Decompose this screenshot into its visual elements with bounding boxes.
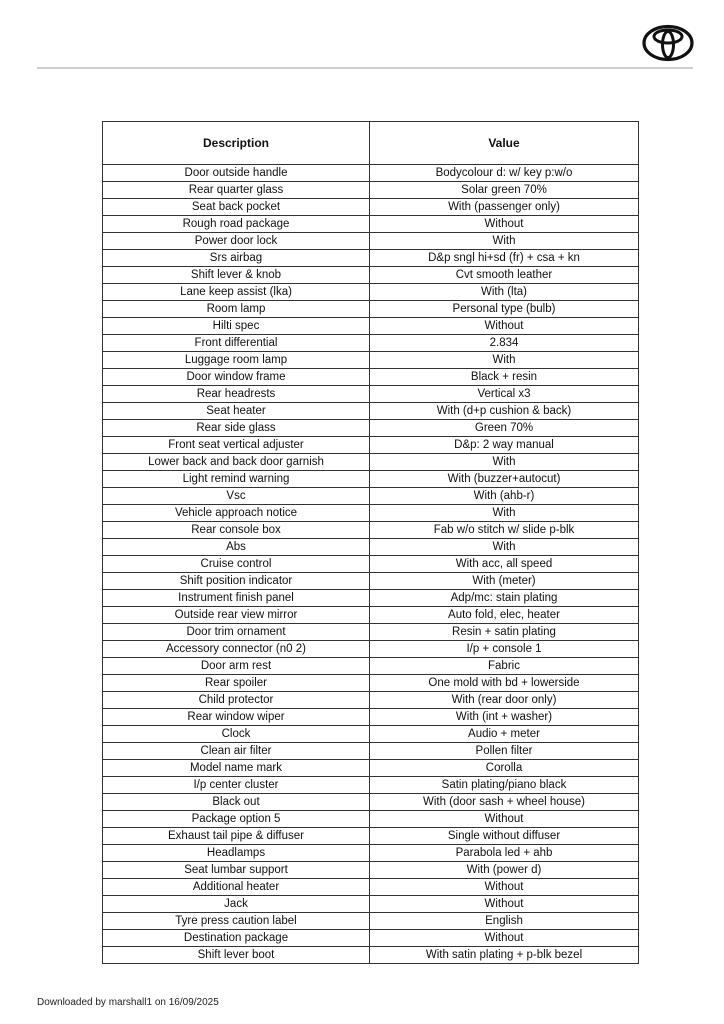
table-row <box>103 675 639 692</box>
table-row <box>103 777 639 794</box>
table-row <box>103 437 639 454</box>
table-row <box>103 607 639 624</box>
table-row <box>103 539 639 556</box>
row-value: D&p sngl hi+sd (fr) + csa + kn <box>370 250 639 267</box>
row-value: Bodycolour d: w/ key p:w/o <box>370 165 639 182</box>
value-column-header: Value <box>370 122 639 165</box>
row-value: With acc, all speed <box>370 556 639 573</box>
row-value: With (meter) <box>370 573 639 590</box>
table-row <box>103 284 639 301</box>
spec-table-body <box>103 165 639 964</box>
row-value: Without <box>370 879 639 896</box>
row-value: With (door sash + wheel house) <box>370 794 639 811</box>
row-value: Pollen filter <box>370 743 639 760</box>
row-description: Package option 5 <box>103 811 370 828</box>
table-row <box>103 930 639 947</box>
row-value: Single without diffuser <box>370 828 639 845</box>
table-row <box>103 199 639 216</box>
table-row <box>103 454 639 471</box>
row-description: Shift position indicator <box>103 573 370 590</box>
row-value: With (d+p cushion & back) <box>370 403 639 420</box>
table-row <box>103 165 639 182</box>
table-row <box>103 386 639 403</box>
row-description: Instrument finish panel <box>103 590 370 607</box>
table-row <box>103 556 639 573</box>
description-column-header: Description <box>103 122 370 165</box>
table-row <box>103 743 639 760</box>
row-description: Shift lever boot <box>103 947 370 964</box>
row-description: Outside rear view mirror <box>103 607 370 624</box>
row-value: With satin plating + p-blk bezel <box>370 947 639 964</box>
table-row <box>103 896 639 913</box>
table-row <box>103 301 639 318</box>
row-description: Seat lumbar support <box>103 862 370 879</box>
row-description: Light remind warning <box>103 471 370 488</box>
row-value: Without <box>370 318 639 335</box>
table-row <box>103 726 639 743</box>
table-row <box>103 573 639 590</box>
row-description: Exhaust tail pipe & diffuser <box>103 828 370 845</box>
row-description: Door trim ornament <box>103 624 370 641</box>
row-description: Front differential <box>103 335 370 352</box>
row-description: I/p center cluster <box>103 777 370 794</box>
table-row <box>103 658 639 675</box>
row-description: Accessory connector (n0 2) <box>103 641 370 658</box>
row-description: Rear spoiler <box>103 675 370 692</box>
row-description: Hilti spec <box>103 318 370 335</box>
table-row <box>103 692 639 709</box>
table-row <box>103 505 639 522</box>
header-divider <box>37 67 693 69</box>
row-value: With <box>370 505 639 522</box>
table-row <box>103 182 639 199</box>
table-row <box>103 947 639 964</box>
row-description: Destination package <box>103 930 370 947</box>
row-value: English <box>370 913 639 930</box>
row-value: Fab w/o stitch w/ slide p-blk <box>370 522 639 539</box>
table-row <box>103 811 639 828</box>
row-description: Power door lock <box>103 233 370 250</box>
row-description: Front seat vertical adjuster <box>103 437 370 454</box>
row-description: Rough road package <box>103 216 370 233</box>
row-description: Rear window wiper <box>103 709 370 726</box>
row-description: Door window frame <box>103 369 370 386</box>
row-description: Abs <box>103 539 370 556</box>
row-description: Clock <box>103 726 370 743</box>
table-row <box>103 845 639 862</box>
row-description: Door outside handle <box>103 165 370 182</box>
row-value: Solar green 70% <box>370 182 639 199</box>
table-row <box>103 420 639 437</box>
row-value: With (int + washer) <box>370 709 639 726</box>
row-value: Vertical x3 <box>370 386 639 403</box>
row-description: Tyre press caution label <box>103 913 370 930</box>
row-value: Satin plating/piano black <box>370 777 639 794</box>
row-value: With (buzzer+autocut) <box>370 471 639 488</box>
table-row <box>103 879 639 896</box>
row-description: Rear side glass <box>103 420 370 437</box>
row-description: Shift lever & knob <box>103 267 370 284</box>
row-description: Lower back and back door garnish <box>103 454 370 471</box>
table-row <box>103 403 639 420</box>
table-header-row <box>103 122 639 165</box>
row-value: With <box>370 539 639 556</box>
table-row <box>103 352 639 369</box>
table-row <box>103 369 639 386</box>
row-value: Audio + meter <box>370 726 639 743</box>
row-description: Lane keep assist (lka) <box>103 284 370 301</box>
row-value: Resin + satin plating <box>370 624 639 641</box>
row-description: Vehicle approach notice <box>103 505 370 522</box>
row-value: Without <box>370 811 639 828</box>
row-value: Fabric <box>370 658 639 675</box>
row-description: Rear console box <box>103 522 370 539</box>
table-row <box>103 267 639 284</box>
row-value: D&p: 2 way manual <box>370 437 639 454</box>
row-description: Rear quarter glass <box>103 182 370 199</box>
row-value: With <box>370 352 639 369</box>
table-row <box>103 233 639 250</box>
row-description: Luggage room lamp <box>103 352 370 369</box>
row-value: I/p + console 1 <box>370 641 639 658</box>
row-value: Personal type (bulb) <box>370 301 639 318</box>
row-description: Srs airbag <box>103 250 370 267</box>
row-value: Without <box>370 216 639 233</box>
row-description: Child protector <box>103 692 370 709</box>
row-value: With <box>370 233 639 250</box>
table-row <box>103 709 639 726</box>
table-row <box>103 913 639 930</box>
row-value: One mold with bd + lowerside <box>370 675 639 692</box>
row-value: With (rear door only) <box>370 692 639 709</box>
table-row <box>103 590 639 607</box>
table-row <box>103 794 639 811</box>
row-value: With (ahb-r) <box>370 488 639 505</box>
row-description: Room lamp <box>103 301 370 318</box>
row-description: Rear headrests <box>103 386 370 403</box>
row-description: Clean air filter <box>103 743 370 760</box>
row-value: Cvt smooth leather <box>370 267 639 284</box>
table-row <box>103 641 639 658</box>
row-description: Seat heater <box>103 403 370 420</box>
table-row <box>103 216 639 233</box>
row-description: Vsc <box>103 488 370 505</box>
spec-table <box>102 121 639 964</box>
row-value: Auto fold, elec, heater <box>370 607 639 624</box>
table-row <box>103 522 639 539</box>
table-row <box>103 471 639 488</box>
row-value: Adp/mc: stain plating <box>370 590 639 607</box>
download-footer: Downloaded by marshall1 on 16/09/2025 <box>37 997 219 1008</box>
table-row <box>103 828 639 845</box>
row-value: Corolla <box>370 760 639 777</box>
toyota-emblem-icon <box>642 24 694 62</box>
row-value: With <box>370 454 639 471</box>
table-row <box>103 335 639 352</box>
row-value: Black + resin <box>370 369 639 386</box>
row-value: Without <box>370 930 639 947</box>
row-description: Seat back pocket <box>103 199 370 216</box>
row-value: With (passenger only) <box>370 199 639 216</box>
table-row <box>103 624 639 641</box>
row-description: Model name mark <box>103 760 370 777</box>
row-description: Headlamps <box>103 845 370 862</box>
row-value: Parabola led + ahb <box>370 845 639 862</box>
row-description: Jack <box>103 896 370 913</box>
row-value: 2.834 <box>370 335 639 352</box>
row-description: Black out <box>103 794 370 811</box>
row-value: With (lta) <box>370 284 639 301</box>
table-row <box>103 760 639 777</box>
row-description: Door arm rest <box>103 658 370 675</box>
row-description: Additional heater <box>103 879 370 896</box>
row-value: Green 70% <box>370 420 639 437</box>
row-description: Cruise control <box>103 556 370 573</box>
table-row <box>103 488 639 505</box>
table-row <box>103 318 639 335</box>
row-value: Without <box>370 896 639 913</box>
table-row <box>103 862 639 879</box>
row-value: With (power d) <box>370 862 639 879</box>
table-row <box>103 250 639 267</box>
